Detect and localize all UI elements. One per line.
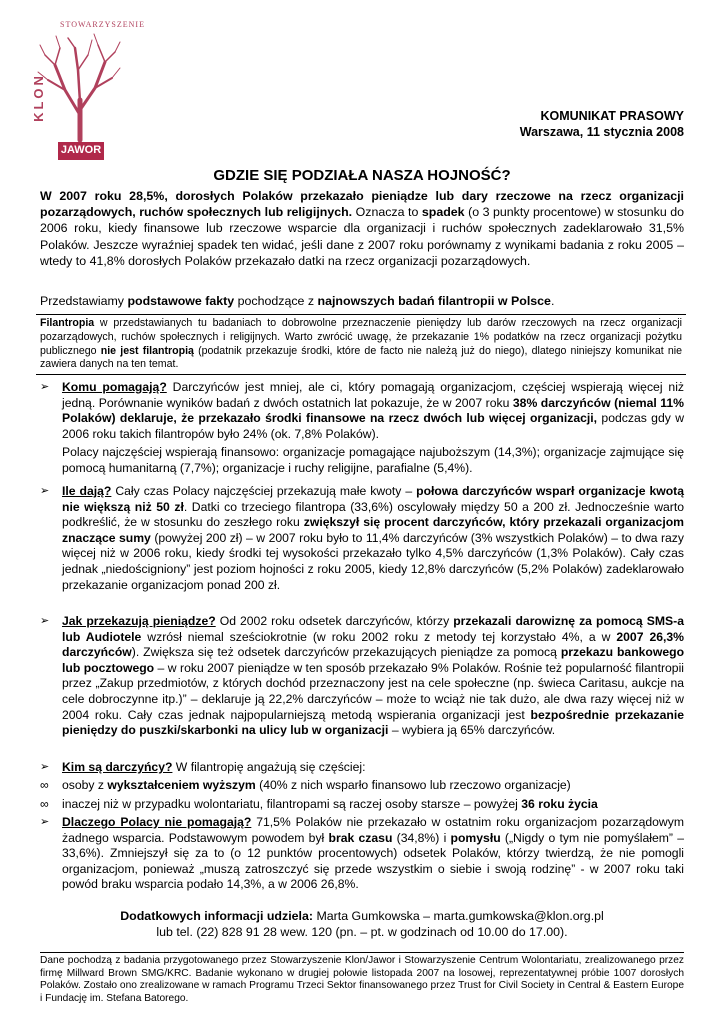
sub-text: (40% z nich wsparło finansowo lub rzeczowo organizacje) [255,778,571,792]
infinity-bullet-icon: ∞ [40,797,49,811]
logo-side-text: KLON [30,73,46,122]
logo-top-text: STOWARZYSZENIE [60,20,145,29]
footer-note: Dane pochodzą z badania przygotowanego przez Stowarzyszenie Klon/Jawor i Stowarzyszenie Centrum Wolontariatu, zrealizowanego przez firmę Millward Brown SMG/KRC. Badanie wykonano w drugiej połowie listopada 2007 na losowej, reprezentatywnej próbie 1007 dorosłych Polaków. Zostało ono zrealizowane w ramach Programu Trzeci Sektor finansowanego przez Trust for Civil Society in Central & Eastern Europe i Fundację im. Stefana Batorego. [40,952,684,1005]
lead-text: Oznacza to [352,205,422,220]
bullet-arrow-icon: ➢ [40,615,50,627]
section-heading: Jak przekazują pieniądze? [62,614,216,628]
press-header [520,108,684,140]
sub-text: osoby z [62,778,108,792]
box-text: w przedstawianych tu badaniach to dobrowolne przeznaczenie pieniędzy lub darów rzeczowych na rzecz organizacji pozarządowych, ruchów społecznych i religijnych. Warto zwrócić uwagę, że przekazanie 1% podatków na rzecz organizacji pożytku publicznego [40,317,682,357]
lead-paragraph [40,188,684,269]
definition-box [36,314,686,375]
section-heading: Ile dają? [62,484,112,498]
section-text: Od 2002 roku odsetek darczyńców, którzy [215,614,454,628]
intro-text: pochodzące z [234,294,318,308]
section-bold: przekazu bankowego lub pocztowego [62,645,685,675]
sub-bold: 36 roku życia [521,797,598,811]
section-ile [40,484,684,593]
contact-info [0,908,724,940]
intro-text: . [550,294,555,308]
page-title: GDZIE SIĘ PODZIAŁA NASZA HOJNOŚĆ? [213,167,511,184]
section-bold: 2007 26,3% darczyńców [62,629,685,660]
lead-bold: W 2007 roku 28,5%, dorosłych Polaków przekazało pieniądze lub dary rzeczowe na rzecz organizacji pozarządowych, ruchów społecznych lub religijnych. [40,189,684,220]
section-bold: bezpośrednie przekazanie pieniędzy do puszki/skarbonki na ulicy lub w organizacji [62,707,684,738]
klon-jawor-logo [20,20,145,165]
box-bold: Filantropia [40,317,95,329]
section-text: („Nigdy o tym nie pomyślałem” – 33,6%). Zmniejszył się za to (o 12 punktów procentowych) odsetek Polaków, którzy twierdzą, że nie pomogli organizacjom, ponieważ „muszą zatroszczyć się przede wszystkim o siebie i swoją rodzinę” - w 2007 roku taki powód braku wsparcia podało 14,3%, a w 2006 26,8%. [62,830,685,892]
lead-text: (o 3 punkty procentowe) w stosunku do 2006 roku, kiedy finansowe lub rzeczowe wsparcie dla organizacji i ruchów społecznych zadeklarowało 31,5% Polaków. Jeszcze wyraźniej spadek ten widać, jeśli dane z 2007 roku porównamy z wynikami badania z roku 2005 – wtedy to 41,8% dorosłych Polaków przekazało datki na rzecz organizacji pozarządowych. [40,205,684,268]
section-text: . Datki co trzeciego filantropa (33,6%) oscylowały między 50 a 200 zł. Jednocześnie warto podkreślić, że w stosunku do zeszłego roku [62,499,684,530]
box-text: (podatnik przekazuje środki, które de facto nie należą już do niego), dlatego niniejszy komunikat nie zawiera danych na ten temat. [40,344,682,371]
contact-phone: lub tel. (22) 828 91 28 wew. 120 (pn. – pt. w godzinach od 10.00 do 17.00). [156,925,568,939]
section-text: Darczyńców jest mniej, ale ci, który pomagają organizacjom, częściej wspierają więcej niż jedną. Porównanie wyników badań z dwóch ostatnich lat pokazuje, że w 2007 roku [62,380,685,410]
lead-bold: spadek [421,205,465,220]
bullet-arrow-icon: ➢ [40,816,50,828]
sub-item-age [40,797,684,813]
sub-text: inaczej niż w przypadku wolontariatu, filantropami są raczej osoby starsze – powyżej [62,797,522,811]
section-paragraph: Polacy najczęściej wspierają finansowo: organizacje pomagające najuboższym (14,3%); organizacje zajmujące się pomocą humanitarną (7,7%); organizacje i ruchy religijne, parafialne (5,4%). [62,445,684,475]
section-jak [40,614,684,739]
bullet-arrow-icon: ➢ [40,761,50,773]
contact-label: Dodatkowych informacji udziela: [120,909,313,923]
section-text: W filantropię angażują się częściej: [172,760,366,774]
section-kim [40,760,684,776]
intro-bold: najnowszych badań filantropii w Polsce [317,294,551,308]
infinity-bullet-icon: ∞ [40,778,49,792]
press-date: Warszawa, 11 stycznia 2008 [519,125,684,139]
contact-person: Marta Gumkowska – marta.gumkowska@klon.org.pl [313,909,604,923]
section-text: – wybiera ją 65% darczyńców. [388,723,556,738]
press-label: KOMUNIKAT PRASOWY [540,109,684,123]
section-dlaczego [40,815,684,893]
section-text: podczas gdy w 2006 roku takich filantropów było 24% (ok. 7,8% Polaków). [62,411,685,441]
section-bold: połowa darczyńców wsparł organizacje kwotą nie większą niż 50 zł [62,484,684,514]
section-heading: Dlaczego Polacy nie pomagają? [62,815,252,829]
section-komu [40,380,684,477]
section-text: ). Zwiększa się też odsetek darczyńców przekazujących pieniądze za pomocą [131,645,561,660]
section-text: (powyżej 200 zł) – w 2007 roku było to 11,4% darczyńców (3% wszystkich Polaków) – to dwa razy więcej niż w 2006 roku, kiedy środki tej wysokości przekazało tylko 4,5% darczyńców (1,3% Polaków). Cały czas jednak „niedościgniony” jest poziom hojności z roku 2005, kiedy 12,8% darczyńców (5,2% Polaków) zadeklarowało przekazanie organizacjom ponad 200 zł. [62,530,684,592]
section-heading: Kim są darczyńcy? [62,760,173,774]
section-text: wzrósł niemal sześciokrotnie (w roku 2002 roku z metody tej korzystało 4%, a w [141,629,617,644]
intro-text: Przedstawiamy [40,294,128,308]
section-bold: zwiększył się procent darczyńców, który przekazali organizacjom znaczące sumy [62,515,684,545]
section-bold: brak czasu [328,830,393,845]
logo-badge-text: JAWOR [60,144,102,156]
sub-item-education [40,778,684,794]
sub-bold: wykształceniem wyższym [107,778,256,792]
section-heading: Komu pomagają? [62,380,167,394]
box-bold: nie jest filantropią [100,344,194,357]
section-text: (34,8%) i [392,830,451,845]
section-bold: 38% darczyńców (niemal 11% Polaków) deklaruje, że przekazało środki finansowe na rzecz dwóch lub więcej organizacji, [62,395,684,426]
intro-paragraph [40,293,684,309]
bullet-arrow-icon: ➢ [40,381,50,393]
intro-bold: podstawowe fakty [127,294,235,308]
section-bold: przekazali darowiznę za pomocą SMS-a lub Audiotele [62,614,684,644]
section-text: Cały czas Polacy najczęściej przekazują małe kwoty – [111,484,417,498]
section-bold: pomysłu [450,830,501,845]
section-text: 71,5% Polaków nie przekazało w ostatnim roku organizacjom pozarządowym żadnego wsparcia. Podstawowym powodem był [62,815,684,845]
section-text: – w roku 2007 pieniądze w ten sposób przekazało 9% Polaków. Rośnie też popularność filantropii przez „Zakup przedmiotów, z których dochód przeznaczony jest na cele społeczne (np. świeca Caritasu, aukcje na cele dobroczynne itp.)” – deklaruje ją 22,2% darczyńców – może to wciąż nie tak dużo, ale dwa razy więcej niż w 2004 roku. Cały czas jednak najpopularniejszą metodą wspierania organizacji jest [62,660,684,722]
bullet-arrow-icon: ➢ [40,485,50,497]
